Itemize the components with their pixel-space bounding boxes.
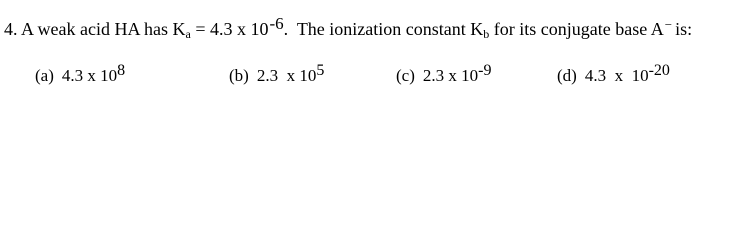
option-c[interactable] (396, 60, 491, 87)
option-label: (a) (35, 66, 54, 85)
question-text (4, 13, 692, 45)
question-middle: . The ionization constant K (283, 19, 484, 39)
option-label: (b) (229, 66, 249, 85)
option-exponent: -9 (478, 62, 492, 79)
option-mantissa: 4.3 x 10 (584, 66, 649, 85)
option-exponent: 5 (316, 62, 325, 79)
question-end: is: (675, 19, 693, 39)
kb-subscript: b (483, 27, 490, 41)
anion-charge: − (664, 17, 673, 32)
ka-value: = 4.3 x 10 (190, 19, 269, 39)
question-suffix: for its conjugate base A (489, 19, 664, 39)
option-b[interactable] (229, 60, 324, 87)
question-number: 4. (4, 19, 18, 39)
question-prefix: A weak acid HA has K (21, 19, 186, 39)
ka-exponent: -6 (269, 14, 284, 33)
option-label: (c) (396, 66, 415, 85)
option-exponent: 8 (117, 62, 126, 79)
option-exponent: -20 (648, 62, 670, 79)
option-mantissa: 2.3 x 10 (422, 66, 479, 85)
option-mantissa: 2.3 x 10 (256, 66, 317, 85)
option-a[interactable] (35, 60, 125, 87)
ka-subscript: a (185, 27, 191, 41)
option-d[interactable] (557, 60, 670, 87)
option-label: (d) (557, 66, 577, 85)
option-mantissa: 4.3 x 10 (61, 66, 118, 85)
